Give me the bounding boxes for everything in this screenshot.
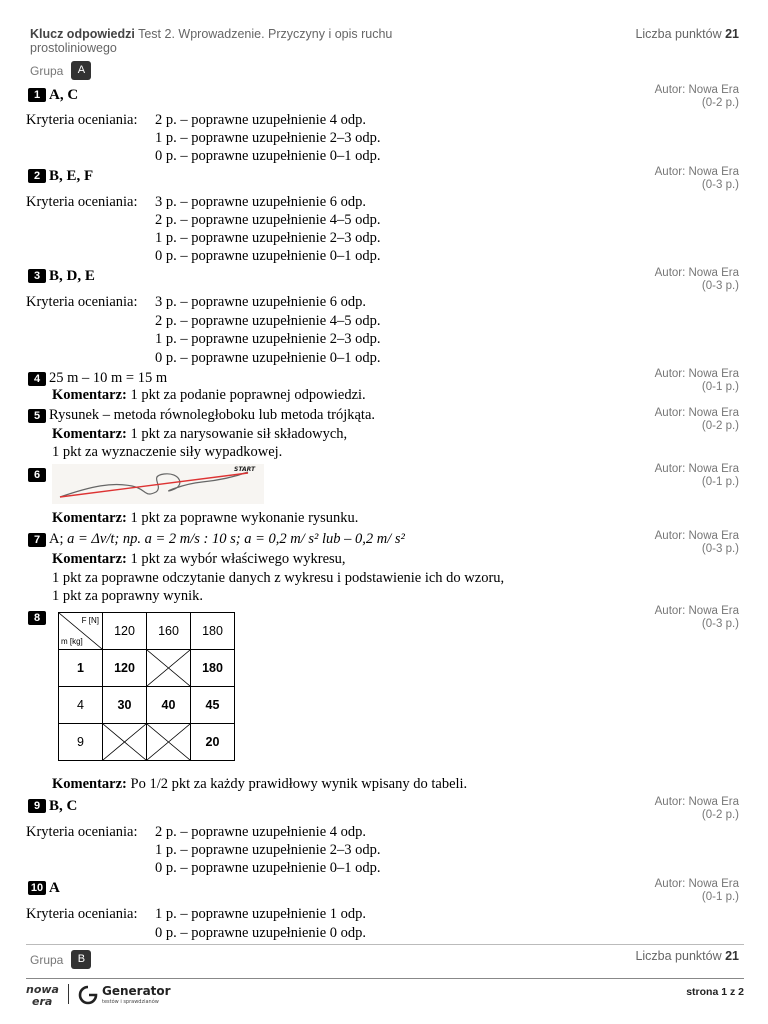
question-7-author: Autor: Nowa Era (0-3 p.) bbox=[654, 530, 739, 555]
question-5-answer: 5 Rysunek – metoda równoległoboku lub metoda trójkąta. bbox=[28, 407, 375, 424]
question-6-number: 6 bbox=[28, 466, 49, 484]
question-3-answer: 3 B, D, E bbox=[28, 267, 95, 285]
table-cell: 20 bbox=[191, 724, 235, 761]
group-b-points: Liczba punktów 21 bbox=[635, 949, 739, 963]
table-row-header: 4 bbox=[59, 687, 103, 724]
question-1-answer: 1 A, C bbox=[28, 86, 78, 104]
table-cell: 30 bbox=[103, 687, 147, 724]
question-5-comment-line: 1 pkt za wyznaczenie siły wypadkowej. bbox=[52, 444, 283, 460]
force-mass-table bbox=[58, 612, 235, 761]
nowa-era-logo bbox=[24, 982, 64, 1008]
svg-text:testów i sprawdzianów: testów i sprawdzianów bbox=[102, 999, 159, 1005]
start-label: START bbox=[234, 466, 256, 473]
path-drawing-image bbox=[52, 464, 264, 504]
question-7-comment: Komentarz: 1 pkt za wybór właściwego wykresu, bbox=[52, 551, 346, 567]
question-10-answer: 10 A bbox=[28, 879, 60, 897]
table-cell-crossed bbox=[103, 724, 147, 761]
svg-text:Generator: Generator bbox=[102, 984, 171, 998]
criteria-label: Kryteria oceniania: bbox=[26, 906, 138, 922]
criteria-label: Kryteria oceniania: bbox=[26, 824, 138, 840]
question-5-author: Autor: Nowa Era (0-2 p.) bbox=[654, 407, 739, 432]
criteria-line: 1 p. – poprawne uzupełnienie 1 odp. bbox=[155, 906, 367, 922]
criteria-line: 1 p. – poprawne uzupełnienie 2–3 odp. bbox=[155, 842, 381, 858]
table-cell-crossed bbox=[147, 650, 191, 687]
table-header-force: F [N] bbox=[81, 616, 99, 625]
criteria-line: 1 p. – poprawne uzupełnienie 2–3 odp. bbox=[155, 230, 381, 246]
question-6-author: Autor: Nowa Era (0-1 p.) bbox=[654, 463, 739, 488]
total-points: Liczba punktów 21 bbox=[635, 27, 739, 41]
question-4-comment: Komentarz: 1 pkt za podanie poprawnej odpowiedzi. bbox=[52, 387, 366, 403]
criteria-line: 0 p. – poprawne uzupełnienie 0–1 odp. bbox=[155, 350, 381, 366]
svg-text:era: era bbox=[32, 995, 53, 1008]
criteria-line: 2 p. – poprawne uzupełnienie 4 odp. bbox=[155, 824, 367, 840]
table-col-header: 180 bbox=[191, 613, 235, 650]
criteria-line: 2 p. – poprawne uzupełnienie 4 odp. bbox=[155, 112, 367, 128]
question-6-comment: Komentarz: 1 pkt za poprawne wykonanie rysunku. bbox=[52, 510, 359, 526]
table-row-header: 1 bbox=[59, 650, 103, 687]
criteria-label: Kryteria oceniania: bbox=[26, 112, 138, 128]
question-7-comment-line: 1 pkt za poprawne odczytanie danych z wykresu i podstawienie ich do wzoru, bbox=[52, 570, 505, 586]
group-b-indicator: Grupa B bbox=[30, 950, 91, 969]
question-9-author: Autor: Nowa Era (0-2 p.) bbox=[654, 796, 739, 821]
table-cell: 180 bbox=[191, 650, 235, 687]
section-divider bbox=[26, 944, 744, 945]
page-number: strona 1 z 2 bbox=[686, 986, 744, 998]
question-8-author: Autor: Nowa Era (0-3 p.) bbox=[654, 605, 739, 630]
criteria-label: Kryteria oceniania: bbox=[26, 194, 138, 210]
generator-logo bbox=[76, 982, 176, 1008]
question-4-author: Autor: Nowa Era (0-1 p.) bbox=[654, 368, 739, 393]
criteria-line: 3 p. – poprawne uzupełnienie 6 odp. bbox=[155, 294, 367, 310]
svg-text:nowa: nowa bbox=[26, 983, 59, 996]
footer-divider bbox=[26, 978, 744, 979]
criteria-line: 2 p. – poprawne uzupełnienie 4–5 odp. bbox=[155, 313, 381, 329]
question-2-answer: 2 B, E, F bbox=[28, 167, 93, 185]
question-8-comment: Komentarz: Po 1/2 pkt za każdy prawidłowy wynik wpisany do tabeli. bbox=[52, 776, 468, 792]
question-8-number: 8 bbox=[28, 609, 49, 627]
table-row bbox=[59, 650, 235, 687]
question-5-comment: Komentarz: 1 pkt za narysowanie sił składowych, bbox=[52, 426, 348, 442]
question-3-author: Autor: Nowa Era (0-3 p.) bbox=[654, 267, 739, 292]
question-10-author: Autor: Nowa Era (0-1 p.) bbox=[654, 878, 739, 903]
criteria-line: 0 p. – poprawne uzupełnienie 0–1 odp. bbox=[155, 148, 381, 164]
criteria-label: Kryteria oceniania: bbox=[26, 294, 138, 310]
footer-logo-separator bbox=[68, 984, 69, 1004]
table-header-corner bbox=[59, 613, 103, 650]
question-2-author: Autor: Nowa Era (0-3 p.) bbox=[654, 166, 739, 191]
criteria-line: 0 p. – poprawne uzupełnienie 0 odp. bbox=[155, 925, 367, 941]
table-header-mass: m [kg] bbox=[61, 637, 83, 646]
criteria-line: 1 p. – poprawne uzupełnienie 2–3 odp. bbox=[155, 130, 381, 146]
table-cell-crossed bbox=[147, 724, 191, 761]
document-title: Klucz odpowiedzi Test 2. Wprowadzenie. Przyczyny i opis ruchu prostoliniowego bbox=[30, 27, 393, 55]
table-row bbox=[59, 724, 235, 761]
question-7-answer: 7 A; a = Δv/t; np. a = 2 m/s : 10 s; a = 0,2 m/ s² lub – 0,2 m/ s² bbox=[28, 531, 405, 548]
question-1-author: Autor: Nowa Era (0-2 p.) bbox=[654, 84, 739, 109]
question-7-comment-line: 1 pkt za poprawny wynik. bbox=[52, 588, 204, 604]
question-4-answer: 4 25 m – 10 m = 15 m bbox=[28, 370, 167, 387]
group-a-indicator: Grupa A bbox=[30, 61, 91, 80]
table-col-header: 120 bbox=[103, 613, 147, 650]
table-cell: 40 bbox=[147, 687, 191, 724]
criteria-line: 2 p. – poprawne uzupełnienie 4–5 odp. bbox=[155, 212, 381, 228]
table-row-header: 9 bbox=[59, 724, 103, 761]
table-cell: 120 bbox=[103, 650, 147, 687]
criteria-line: 0 p. – poprawne uzupełnienie 0–1 odp. bbox=[155, 860, 381, 876]
criteria-line: 3 p. – poprawne uzupełnienie 6 odp. bbox=[155, 194, 367, 210]
table-cell: 45 bbox=[191, 687, 235, 724]
table-row bbox=[59, 687, 235, 724]
table-col-header: 160 bbox=[147, 613, 191, 650]
criteria-line: 0 p. – poprawne uzupełnienie 0–1 odp. bbox=[155, 248, 381, 264]
question-9-answer: 9 B, C bbox=[28, 797, 77, 815]
criteria-line: 1 p. – poprawne uzupełnienie 2–3 odp. bbox=[155, 331, 381, 347]
